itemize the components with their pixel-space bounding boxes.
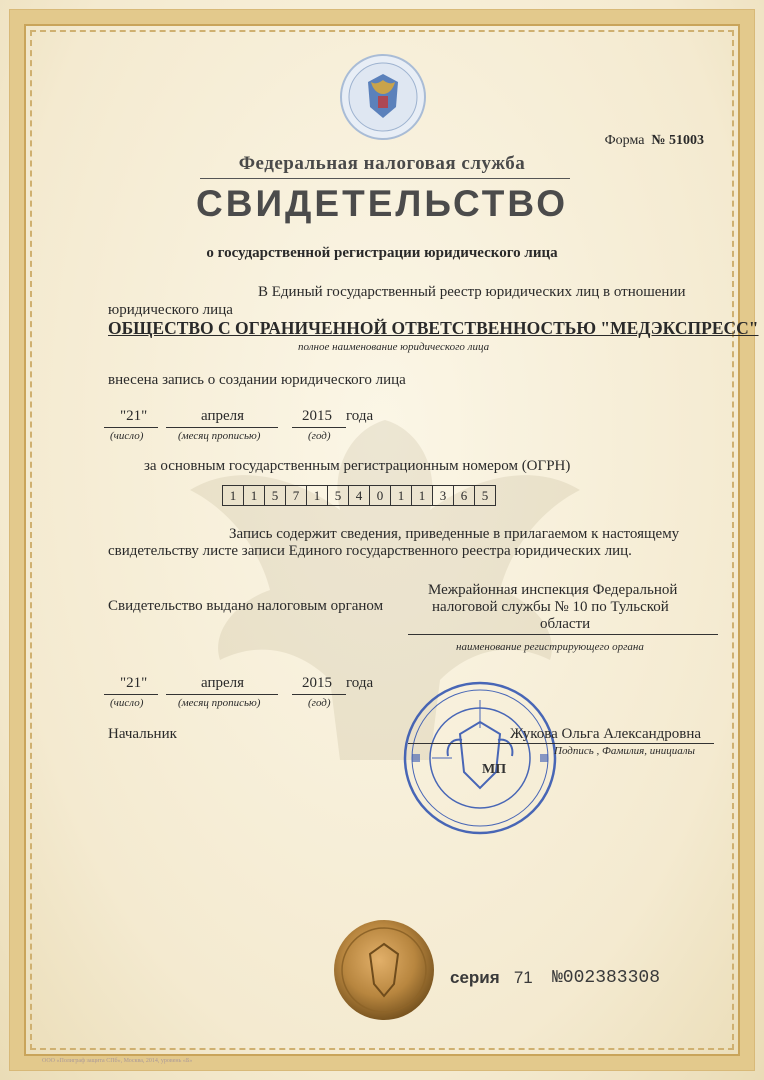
ogrn-label: за основным государственным регистрационным номером (ОГРН) [144,458,571,474]
date2-year-line [292,694,346,695]
ogrn-number [222,485,496,506]
agency-divider [200,178,570,179]
signatory-position: Начальник [108,726,177,742]
ogrn-digit: 5 [327,486,348,505]
document-subtitle: о государственной регистрации юридического лица [206,245,558,261]
date1-day-caption: (число) [110,430,144,442]
date2-day: "21" [120,675,148,691]
ogrn-digit: 1 [306,486,327,505]
agency-name: Федеральная налоговая служба [238,153,526,174]
date1-day-line [104,427,158,428]
series-label: серия [450,968,500,987]
date2-month-line [166,694,278,695]
intro-line-1: В Единый государственный реестр юридических лиц в отношении [258,284,686,300]
company-caption: полное наименование юридического лица [298,341,490,353]
ogrn-digit: 3 [432,486,453,505]
ogrn-digit: 1 [411,486,432,505]
date2-year-caption: (год) [308,697,331,709]
ogrn-digit: 1 [390,486,411,505]
record-line-2: свидетельству листе записи Единого государственного реестра юридических лиц. [108,543,632,559]
printer-imprint: ООО «Полиграф защита СПб», Москва, 2014, уровень «Б» [42,1058,193,1064]
date2-year: 2015 [302,675,332,691]
issuer-line [408,634,718,635]
date1-year: 2015 [302,408,332,424]
form-label: Форма [604,133,645,148]
series-label-group [450,968,533,988]
date2-month-caption: (месяц прописью) [178,697,261,709]
form-number [605,133,704,149]
issuer-name-line-2: налоговой службы № 10 по Тульской [432,599,669,615]
issuer-name-line-3: области [540,616,591,632]
entry-text: внесена запись о создании юридического лица [108,372,406,388]
official-stamp-icon [402,680,558,836]
date1-year-suffix: года [346,408,374,424]
form-number-value: № 51003 [651,133,704,148]
issuer-name-line-1: Межрайонная инспекция Федеральной [428,582,678,598]
ogrn-digit: 5 [264,486,285,505]
ogrn-digit: 5 [474,486,495,505]
company-name: ОБЩЕСТВО С ОГРАНИЧЕННОЙ ОТВЕТСТВЕННОСТЬЮ "МЕДЭКСПРЕСС" [108,318,759,338]
ogrn-digit: 1 [243,486,264,505]
ogrn-digit: 0 [369,486,390,505]
ogrn-digit: 6 [453,486,474,505]
serial-number: №002383308 [552,968,661,988]
fns-emblem-icon [338,52,428,142]
date1-year-caption: (год) [308,430,331,442]
record-line-1: Запись содержит сведения, приведенные в прилагаемом к настоящему [229,526,680,542]
issuer-label: Свидетельство выдано налоговым органом [108,598,384,614]
date2-year-suffix: года [346,675,374,691]
signatory-name: Жукова Ольга Александровна [510,726,702,742]
date2-month: апреля [201,675,245,691]
stamp-mark: МП [482,762,507,777]
signature-line [408,743,714,744]
date1-month-caption: (месяц прописью) [178,430,261,442]
date1-day: "21" [120,408,148,424]
date1-month: апреля [201,408,245,424]
ogrn-digit: 4 [348,486,369,505]
gold-seal-icon [332,918,436,1022]
date1-month-line [166,427,278,428]
date2-day-caption: (число) [110,697,144,709]
ogrn-digit: 7 [285,486,306,505]
intro-line-2: юридического лица [108,302,233,318]
ogrn-digit: 1 [229,488,237,503]
issuer-caption: наименование регистрирующего органа [456,641,644,653]
date1-year-line [292,427,346,428]
document-title: СВИДЕТЕЛЬСТВО [196,183,568,224]
date2-day-line [104,694,158,695]
series-number: 71 [513,968,533,987]
signature-caption: Подпись , Фамилия, инициалы [554,745,695,757]
